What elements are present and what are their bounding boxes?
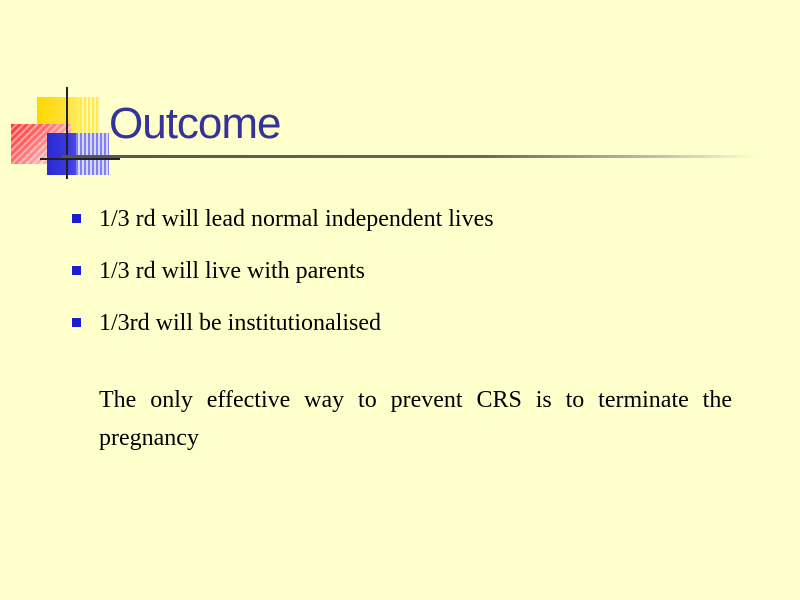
bullet-text: 1/3rd will be institutionalised xyxy=(99,310,381,336)
square-bullet-icon xyxy=(72,266,81,275)
slide-title: Outcome xyxy=(109,99,281,148)
deco-horizontal-line xyxy=(40,158,120,160)
deco-blue-stripes xyxy=(76,133,109,175)
square-bullet-icon xyxy=(72,214,81,223)
title-underline xyxy=(62,155,758,158)
bullet-text: 1/3 rd will lead normal independent lives xyxy=(99,206,494,232)
decorative-block-logo xyxy=(0,0,130,190)
bullet-text: 1/3 rd will live with parents xyxy=(99,258,365,284)
square-bullet-icon xyxy=(72,318,81,327)
conclusion-paragraph: The only effective way to prevent CRS is to terminate the pregnancy xyxy=(99,387,732,451)
deco-vertical-line xyxy=(66,87,68,179)
